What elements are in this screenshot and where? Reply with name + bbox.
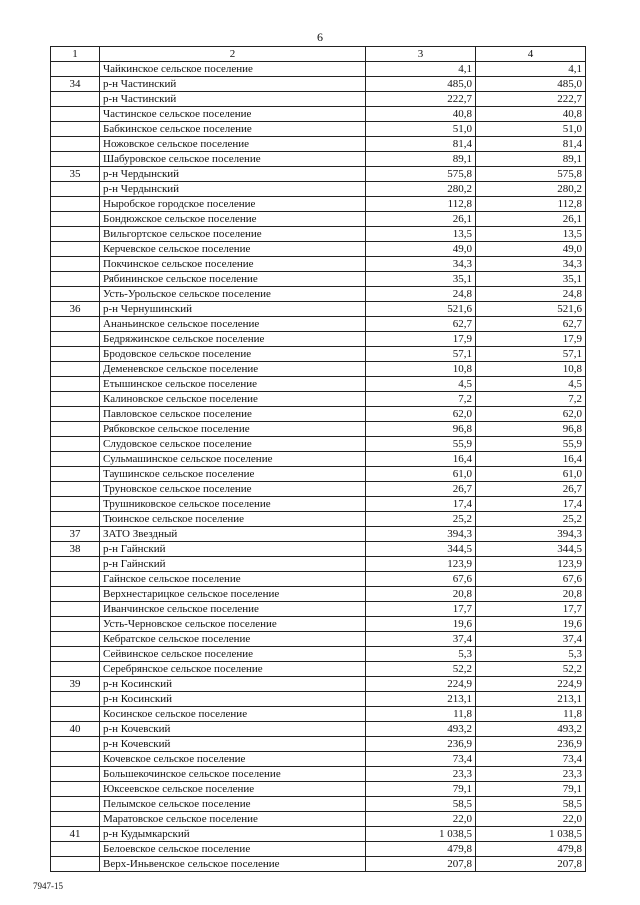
value-cell-col3: 493,2 [366, 722, 476, 737]
value-cell-col3: 13,5 [366, 227, 476, 242]
table-row [51, 317, 586, 332]
row-number-cell: 34 [51, 77, 100, 92]
table-row [51, 482, 586, 497]
value-cell-col4: 10,8 [476, 362, 586, 377]
municipality-name-cell: Покчинское сельское поселение [100, 257, 366, 272]
value-cell-col4: 61,0 [476, 467, 586, 482]
value-cell-col4: 49,0 [476, 242, 586, 257]
value-cell-col3: 62,0 [366, 407, 476, 422]
row-number-cell [51, 152, 100, 167]
table-row [51, 857, 586, 872]
row-number-cell [51, 557, 100, 572]
table-row [51, 212, 586, 227]
value-cell-col3: 112,8 [366, 197, 476, 212]
municipality-name-cell: Иванчинское сельское поселение [100, 602, 366, 617]
table-row [51, 407, 586, 422]
value-cell-col3: 62,7 [366, 317, 476, 332]
table-row [51, 542, 586, 557]
value-cell-col4: 112,8 [476, 197, 586, 212]
table-row [51, 692, 586, 707]
row-number-cell: 41 [51, 827, 100, 842]
value-cell-col3: 55,9 [366, 437, 476, 452]
table-row [51, 347, 586, 362]
row-number-cell [51, 212, 100, 227]
table-row [51, 77, 586, 92]
table-row [51, 122, 586, 137]
value-cell-col3: 49,0 [366, 242, 476, 257]
table-row [51, 377, 586, 392]
table-row [51, 722, 586, 737]
value-cell-col4: 7,2 [476, 392, 586, 407]
municipality-name-cell: Белоевское сельское поселение [100, 842, 366, 857]
row-number-cell [51, 767, 100, 782]
municipality-name-cell: Пелымское сельское поселение [100, 797, 366, 812]
row-number-cell [51, 797, 100, 812]
value-cell-col3: 25,2 [366, 512, 476, 527]
row-number-cell [51, 707, 100, 722]
value-cell-col4: 213,1 [476, 692, 586, 707]
municipality-name-cell: Косинское сельское поселение [100, 707, 366, 722]
row-number-cell [51, 137, 100, 152]
municipality-name-cell: Тюинское сельское поселение [100, 512, 366, 527]
row-number-cell [51, 377, 100, 392]
row-number-cell [51, 752, 100, 767]
value-cell-col3: 40,8 [366, 107, 476, 122]
value-cell-col4: 17,4 [476, 497, 586, 512]
municipality-name-cell: ЗАТО Звездный [100, 527, 366, 542]
municipality-name-cell: р-н Кудымкарский [100, 827, 366, 842]
table-row [51, 812, 586, 827]
value-cell-col3: 236,9 [366, 737, 476, 752]
municipality-name-cell: Усть-Урольское сельское поселение [100, 287, 366, 302]
row-number-cell [51, 332, 100, 347]
value-cell-col4: 24,8 [476, 287, 586, 302]
value-cell-col4: 79,1 [476, 782, 586, 797]
value-cell-col3: 213,1 [366, 692, 476, 707]
value-cell-col4: 344,5 [476, 542, 586, 557]
municipality-name-cell: Бедряжинское сельское поселение [100, 332, 366, 347]
municipality-name-cell: Бондюжское сельское поселение [100, 212, 366, 227]
table-row [51, 572, 586, 587]
value-cell-col4: 26,1 [476, 212, 586, 227]
municipality-name-cell: Бабкинское сельское поселение [100, 122, 366, 137]
value-cell-col4: 37,4 [476, 632, 586, 647]
column-header: 4 [476, 47, 586, 62]
value-cell-col4: 81,4 [476, 137, 586, 152]
value-cell-col3: 61,0 [366, 467, 476, 482]
value-cell-col4: 22,0 [476, 812, 586, 827]
value-cell-col4: 1 038,5 [476, 827, 586, 842]
municipality-name-cell: р-н Кочевский [100, 737, 366, 752]
value-cell-col3: 1 038,5 [366, 827, 476, 842]
table-row [51, 242, 586, 257]
municipality-name-cell: р-н Косинский [100, 692, 366, 707]
table-row [51, 767, 586, 782]
row-number-cell [51, 407, 100, 422]
row-number-cell [51, 632, 100, 647]
value-cell-col3: 35,1 [366, 272, 476, 287]
value-cell-col4: 40,8 [476, 107, 586, 122]
municipality-name-cell: Сейвинское сельское поселение [100, 647, 366, 662]
value-cell-col3: 20,8 [366, 587, 476, 602]
value-cell-col4: 23,3 [476, 767, 586, 782]
value-cell-col3: 67,6 [366, 572, 476, 587]
value-cell-col4: 25,2 [476, 512, 586, 527]
value-cell-col3: 280,2 [366, 182, 476, 197]
table-row [51, 512, 586, 527]
table-body [51, 62, 586, 872]
value-cell-col3: 521,6 [366, 302, 476, 317]
municipality-name-cell: Трушниковское сельское поселение [100, 497, 366, 512]
municipality-name-cell: Гайнское сельское поселение [100, 572, 366, 587]
table-row [51, 827, 586, 842]
row-number-cell [51, 62, 100, 77]
value-cell-col4: 485,0 [476, 77, 586, 92]
row-number-cell [51, 647, 100, 662]
table-row [51, 842, 586, 857]
municipality-name-cell: Слудовское сельское поселение [100, 437, 366, 452]
table-row [51, 737, 586, 752]
value-cell-col3: 4,5 [366, 377, 476, 392]
value-cell-col4: 34,3 [476, 257, 586, 272]
value-cell-col3: 224,9 [366, 677, 476, 692]
value-cell-col3: 17,9 [366, 332, 476, 347]
budget-table [50, 46, 586, 872]
value-cell-col4: 20,8 [476, 587, 586, 602]
municipality-name-cell: Деменевское сельское поселение [100, 362, 366, 377]
municipality-name-cell: р-н Частинский [100, 92, 366, 107]
row-number-cell [51, 587, 100, 602]
value-cell-col3: 96,8 [366, 422, 476, 437]
value-cell-col4: 123,9 [476, 557, 586, 572]
row-number-cell [51, 317, 100, 332]
row-number-cell [51, 602, 100, 617]
value-cell-col4: 51,0 [476, 122, 586, 137]
municipality-name-cell: р-н Чердынский [100, 167, 366, 182]
value-cell-col3: 19,6 [366, 617, 476, 632]
value-cell-col4: 52,2 [476, 662, 586, 677]
table-row [51, 182, 586, 197]
page-number: 6 [317, 30, 323, 44]
table-row [51, 647, 586, 662]
value-cell-col3: 51,0 [366, 122, 476, 137]
municipality-name-cell: Усть-Черновское сельское поселение [100, 617, 366, 632]
table-row [51, 752, 586, 767]
row-number-cell [51, 857, 100, 872]
value-cell-col4: 17,9 [476, 332, 586, 347]
value-cell-col4: 575,8 [476, 167, 586, 182]
municipality-name-cell: Верхнестарицкое сельское поселение [100, 587, 366, 602]
value-cell-col3: 10,8 [366, 362, 476, 377]
municipality-name-cell: Труновское сельское поселение [100, 482, 366, 497]
value-cell-col4: 58,5 [476, 797, 586, 812]
value-cell-col4: 55,9 [476, 437, 586, 452]
value-cell-col3: 58,5 [366, 797, 476, 812]
row-number-cell [51, 347, 100, 362]
row-number-cell [51, 107, 100, 122]
value-cell-col3: 17,7 [366, 602, 476, 617]
value-cell-col3: 22,0 [366, 812, 476, 827]
value-cell-col4: 17,7 [476, 602, 586, 617]
table-header-row [51, 47, 586, 62]
column-header: 3 [366, 47, 476, 62]
table-row [51, 797, 586, 812]
municipality-name-cell: Вильгортское сельское поселение [100, 227, 366, 242]
table-row [51, 272, 586, 287]
column-header: 2 [100, 47, 366, 62]
table-row [51, 707, 586, 722]
row-number-cell: 35 [51, 167, 100, 182]
row-number-cell [51, 512, 100, 527]
value-cell-col3: 11,8 [366, 707, 476, 722]
value-cell-col3: 17,4 [366, 497, 476, 512]
municipality-name-cell: р-н Косинский [100, 677, 366, 692]
table-row [51, 257, 586, 272]
row-number-cell [51, 452, 100, 467]
row-number-cell: 37 [51, 527, 100, 542]
row-number-cell [51, 287, 100, 302]
table-row [51, 662, 586, 677]
value-cell-col4: 4,1 [476, 62, 586, 77]
row-number-cell [51, 467, 100, 482]
municipality-name-cell: Етышинское сельское поселение [100, 377, 366, 392]
value-cell-col3: 37,4 [366, 632, 476, 647]
row-number-cell [51, 122, 100, 137]
municipality-name-cell: Шабуровское сельское поселение [100, 152, 366, 167]
row-number-cell [51, 737, 100, 752]
row-number-cell [51, 422, 100, 437]
table-row [51, 62, 586, 77]
value-cell-col3: 26,7 [366, 482, 476, 497]
table-row [51, 632, 586, 647]
value-cell-col3: 575,8 [366, 167, 476, 182]
table-row [51, 617, 586, 632]
table-row [51, 437, 586, 452]
row-number-cell [51, 257, 100, 272]
value-cell-col4: 224,9 [476, 677, 586, 692]
municipality-name-cell: Юксеевское сельское поселение [100, 782, 366, 797]
value-cell-col4: 5,3 [476, 647, 586, 662]
value-cell-col4: 67,6 [476, 572, 586, 587]
value-cell-col4: 62,7 [476, 317, 586, 332]
value-cell-col3: 394,3 [366, 527, 476, 542]
table-row [51, 422, 586, 437]
table-row [51, 92, 586, 107]
value-cell-col4: 493,2 [476, 722, 586, 737]
table-row [51, 782, 586, 797]
table-row [51, 107, 586, 122]
municipality-name-cell: р-н Гайнский [100, 542, 366, 557]
row-number-cell [51, 812, 100, 827]
row-number-cell: 40 [51, 722, 100, 737]
value-cell-col4: 19,6 [476, 617, 586, 632]
table-row [51, 167, 586, 182]
municipality-name-cell: Калиновское сельское поселение [100, 392, 366, 407]
row-number-cell [51, 197, 100, 212]
table-row [51, 197, 586, 212]
value-cell-col4: 96,8 [476, 422, 586, 437]
column-header: 1 [51, 47, 100, 62]
municipality-name-cell: Павловское сельское поселение [100, 407, 366, 422]
value-cell-col3: 16,4 [366, 452, 476, 467]
table-row [51, 557, 586, 572]
row-number-cell [51, 242, 100, 257]
table-row [51, 602, 586, 617]
value-cell-col3: 23,3 [366, 767, 476, 782]
value-cell-col3: 52,2 [366, 662, 476, 677]
value-cell-col3: 89,1 [366, 152, 476, 167]
value-cell-col4: 207,8 [476, 857, 586, 872]
municipality-name-cell: Рябковское сельское поселение [100, 422, 366, 437]
value-cell-col4: 57,1 [476, 347, 586, 362]
municipality-name-cell: Ананьинское сельское поселение [100, 317, 366, 332]
value-cell-col4: 4,5 [476, 377, 586, 392]
row-number-cell [51, 617, 100, 632]
row-number-cell [51, 482, 100, 497]
municipality-name-cell: Керчевское сельское поселение [100, 242, 366, 257]
row-number-cell [51, 437, 100, 452]
value-cell-col3: 485,0 [366, 77, 476, 92]
municipality-name-cell: Маратовское сельское поселение [100, 812, 366, 827]
row-number-cell [51, 692, 100, 707]
table-row [51, 287, 586, 302]
municipality-name-cell: Чайкинское сельское поселение [100, 62, 366, 77]
value-cell-col4: 394,3 [476, 527, 586, 542]
row-number-cell [51, 392, 100, 407]
municipality-name-cell: р-н Чернушинский [100, 302, 366, 317]
value-cell-col3: 73,4 [366, 752, 476, 767]
municipality-name-cell: Рябининское сельское поселение [100, 272, 366, 287]
municipality-name-cell: Кебратское сельское поселение [100, 632, 366, 647]
value-cell-col3: 5,3 [366, 647, 476, 662]
value-cell-col4: 26,7 [476, 482, 586, 497]
table-row [51, 497, 586, 512]
table-row [51, 227, 586, 242]
municipality-name-cell: Сульмашинское сельское поселение [100, 452, 366, 467]
table-row [51, 452, 586, 467]
value-cell-col4: 236,9 [476, 737, 586, 752]
municipality-name-cell: р-н Гайнский [100, 557, 366, 572]
value-cell-col3: 57,1 [366, 347, 476, 362]
row-number-cell [51, 572, 100, 587]
table-row [51, 152, 586, 167]
row-number-cell [51, 662, 100, 677]
table-row [51, 467, 586, 482]
municipality-name-cell: Бродовское сельское поселение [100, 347, 366, 362]
row-number-cell [51, 497, 100, 512]
value-cell-col3: 26,1 [366, 212, 476, 227]
row-number-cell [51, 842, 100, 857]
value-cell-col3: 24,8 [366, 287, 476, 302]
municipality-name-cell: Кочевское сельское поселение [100, 752, 366, 767]
municipality-name-cell: Таушинское сельское поселение [100, 467, 366, 482]
value-cell-col3: 123,9 [366, 557, 476, 572]
value-cell-col3: 34,3 [366, 257, 476, 272]
table-row [51, 332, 586, 347]
value-cell-col4: 35,1 [476, 272, 586, 287]
table-row [51, 677, 586, 692]
row-number-cell [51, 272, 100, 287]
table-row [51, 392, 586, 407]
value-cell-col4: 62,0 [476, 407, 586, 422]
table-row [51, 137, 586, 152]
value-cell-col4: 89,1 [476, 152, 586, 167]
municipality-name-cell: Ныробское городское поселение [100, 197, 366, 212]
value-cell-col3: 79,1 [366, 782, 476, 797]
table-row [51, 362, 586, 377]
row-number-cell [51, 182, 100, 197]
municipality-name-cell: р-н Частинский [100, 77, 366, 92]
municipality-name-cell: Частинское сельское поселение [100, 107, 366, 122]
value-cell-col4: 222,7 [476, 92, 586, 107]
municipality-name-cell: Большекочинское сельское поселение [100, 767, 366, 782]
value-cell-col3: 344,5 [366, 542, 476, 557]
table-row [51, 587, 586, 602]
row-number-cell: 38 [51, 542, 100, 557]
value-cell-col4: 73,4 [476, 752, 586, 767]
row-number-cell [51, 782, 100, 797]
municipality-name-cell: р-н Кочевский [100, 722, 366, 737]
municipality-name-cell: Верх-Иньвенское сельское поселение [100, 857, 366, 872]
municipality-name-cell: Ножовское сельское поселение [100, 137, 366, 152]
value-cell-col3: 81,4 [366, 137, 476, 152]
municipality-name-cell: р-н Чердынский [100, 182, 366, 197]
row-number-cell [51, 362, 100, 377]
value-cell-col3: 7,2 [366, 392, 476, 407]
value-cell-col4: 280,2 [476, 182, 586, 197]
row-number-cell: 36 [51, 302, 100, 317]
document-code: 7947-15 [33, 881, 63, 891]
value-cell-col4: 13,5 [476, 227, 586, 242]
row-number-cell [51, 227, 100, 242]
row-number-cell [51, 92, 100, 107]
value-cell-col3: 4,1 [366, 62, 476, 77]
row-number-cell: 39 [51, 677, 100, 692]
municipality-name-cell: Серебрянское сельское поселение [100, 662, 366, 677]
table-row [51, 527, 586, 542]
value-cell-col4: 11,8 [476, 707, 586, 722]
value-cell-col4: 521,6 [476, 302, 586, 317]
value-cell-col3: 207,8 [366, 857, 476, 872]
value-cell-col3: 222,7 [366, 92, 476, 107]
value-cell-col3: 479,8 [366, 842, 476, 857]
table-row [51, 302, 586, 317]
value-cell-col4: 479,8 [476, 842, 586, 857]
value-cell-col4: 16,4 [476, 452, 586, 467]
